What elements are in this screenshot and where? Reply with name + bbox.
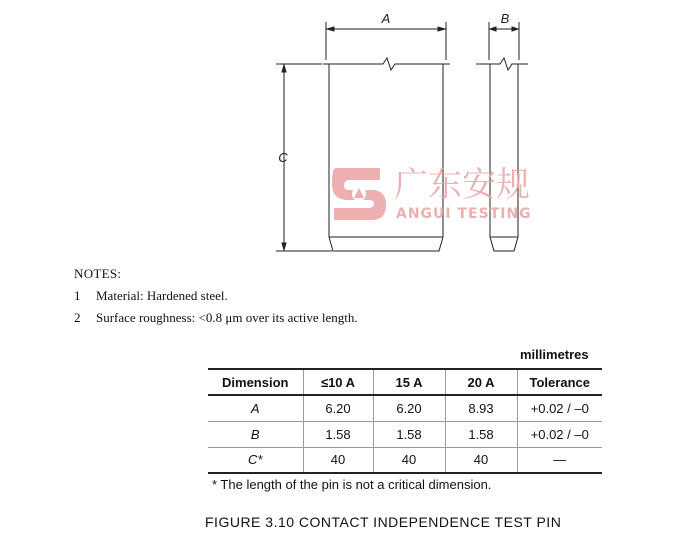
dim-c-arrow-bottom: [282, 243, 286, 250]
dim-b-arrow-right: [512, 27, 518, 31]
header-dimension: Dimension: [208, 369, 303, 395]
dim-b-label: B: [500, 11, 510, 26]
pin-a-top-break: [323, 58, 450, 70]
cell-value: 40: [445, 447, 517, 473]
dim-a-arrow-right: [438, 27, 445, 31]
cell-dimension: B: [208, 421, 303, 447]
dim-c-label: C: [278, 150, 288, 165]
dimensions-table: [208, 368, 602, 474]
table-row: [208, 447, 602, 473]
notes-title: NOTES:: [74, 266, 122, 281]
header-tolerance: Tolerance: [529, 374, 590, 390]
cell-value: 1.58: [373, 421, 445, 447]
table-row: [208, 421, 602, 447]
header-20a: 20 A: [445, 369, 517, 395]
note-item: [74, 285, 358, 307]
cell-value: 6.20: [303, 395, 373, 421]
dim-b-arrow-left: [490, 27, 496, 31]
table-row: [208, 395, 602, 421]
cell-tolerance: +0.02 / –0: [530, 426, 589, 442]
pin-b-chamfer: [490, 237, 518, 251]
watermark: [332, 165, 532, 222]
dim-c-arrow-top: [282, 65, 286, 72]
dim-a-label: A: [381, 11, 391, 26]
dim-a-arrow-left: [327, 27, 334, 31]
cell-value: 1.58: [445, 421, 517, 447]
cell-value: 40: [373, 447, 445, 473]
notes-block: [74, 263, 358, 329]
note-number: 1: [74, 288, 81, 303]
note-text: Surface roughness: <0.8 μm over its active length.: [96, 310, 358, 325]
cell-dimension: A: [208, 395, 303, 421]
cell-value: 8.93: [445, 395, 517, 421]
test-pin-drawing: [0, 0, 700, 270]
watermark-chinese: 广东安规: [394, 165, 530, 205]
cell-value: 1.58: [303, 421, 373, 447]
header-10a: ≤10 A: [303, 369, 373, 395]
watermark-english: ANGUI TESTING: [396, 206, 532, 222]
header-15a: 15 A: [373, 369, 445, 395]
cell-tolerance: —: [553, 452, 567, 468]
pin-b-top-break: [476, 58, 528, 70]
pin-a-chamfer: [329, 237, 443, 251]
cell-value: 6.20: [373, 395, 445, 421]
cell-tolerance: +0.02 / –0: [530, 400, 589, 416]
table-units: millimetres: [520, 347, 589, 362]
note-text: Material: Hardened steel.: [96, 288, 228, 303]
note-item: [74, 307, 358, 329]
cell-value: 40: [303, 447, 373, 473]
note-number: 2: [74, 310, 81, 325]
watermark-logo-icon: [332, 168, 386, 220]
cell-dimension: C*: [208, 447, 303, 473]
table-footnote: * The length of the pin is not a critical dimension.: [212, 477, 492, 492]
table-header-row: [208, 369, 602, 395]
figure-caption: FIGURE 3.10 CONTACT INDEPENDENCE TEST PIN: [205, 514, 562, 530]
